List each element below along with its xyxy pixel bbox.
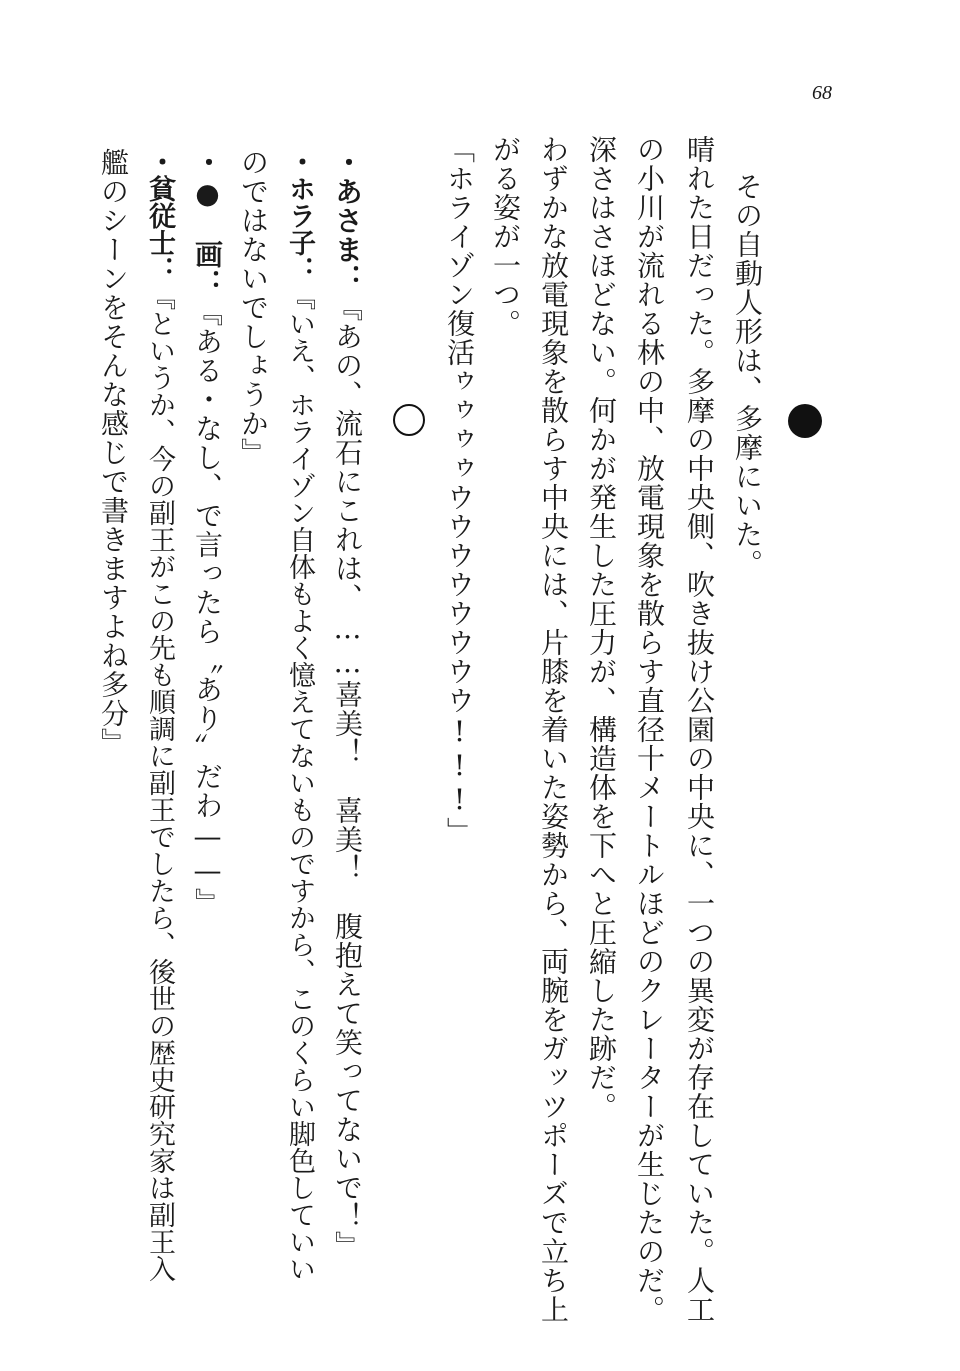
narrative-line-2: 晴れた日だった。多摩の中央側、吹き抜け公園の中央に、一つの異変が存在していた。人工 [683,135,716,1324]
narrative-line-3: の小川が流れる林の中、放電現象を散らす直径十メートルほどのクレーターが生じたのだ。 [633,135,666,1324]
dialogue-hinjushi-1 [142,148,176,1282]
dialogue-asama [330,148,364,1260]
dialogue-text: 『いえ、ホライゾン自体もよく憶えてないものですから、このくらい脚色していい [284,283,315,1282]
open-circle-scene-mark [393,404,425,436]
narrative-line-4: 深さはさほどない。何かが発生した圧力が、構造体を下へと圧縮した跡だ。 [585,135,618,1121]
narrative-line-7: 「ホライゾン復活ゥゥゥゥウウウウウウウウ!!!」 [443,135,476,846]
filled-circle-scene-mark [788,404,822,438]
speaker-label: ・貧従士： [144,148,175,283]
dialogue-horako-2: のではないでしょうか』 [237,148,270,467]
speaker-label: ・● 画： [191,148,224,298]
narrative-line-6: がる姿が一つ。 [489,135,522,338]
dialogue-hinjushi-2: 艦のシーンをそんな感じで書きますよね多分』 [97,148,130,757]
narrative-line-1: その自動人形は、多摩にいた。 [731,172,764,578]
dialogue-horako-1 [282,148,316,1282]
speaker-label: ・あさま： [331,148,364,293]
dialogue-ga [190,148,224,917]
dialogue-text: 『というか、今の副王がこの先も順調に副王でしたら、後世の歴史研究家は副王入 [144,283,175,1282]
page-number: 68 [812,82,832,104]
narrative-line-5: わずかな放電現象を散らす中央には、片膝を着いた姿勢から、両腕をガッツポーズで立ち上 [537,135,570,1324]
dialogue-text: 『あの、流石にこれは、……喜美！ 喜美！ 腹抱えて笑ってないで！』 [331,293,364,1260]
dialogue-text: 『ある・なし、で言ったら〝あり〟だわ——』 [191,298,224,917]
speaker-label: ・ホラ子： [284,148,315,283]
